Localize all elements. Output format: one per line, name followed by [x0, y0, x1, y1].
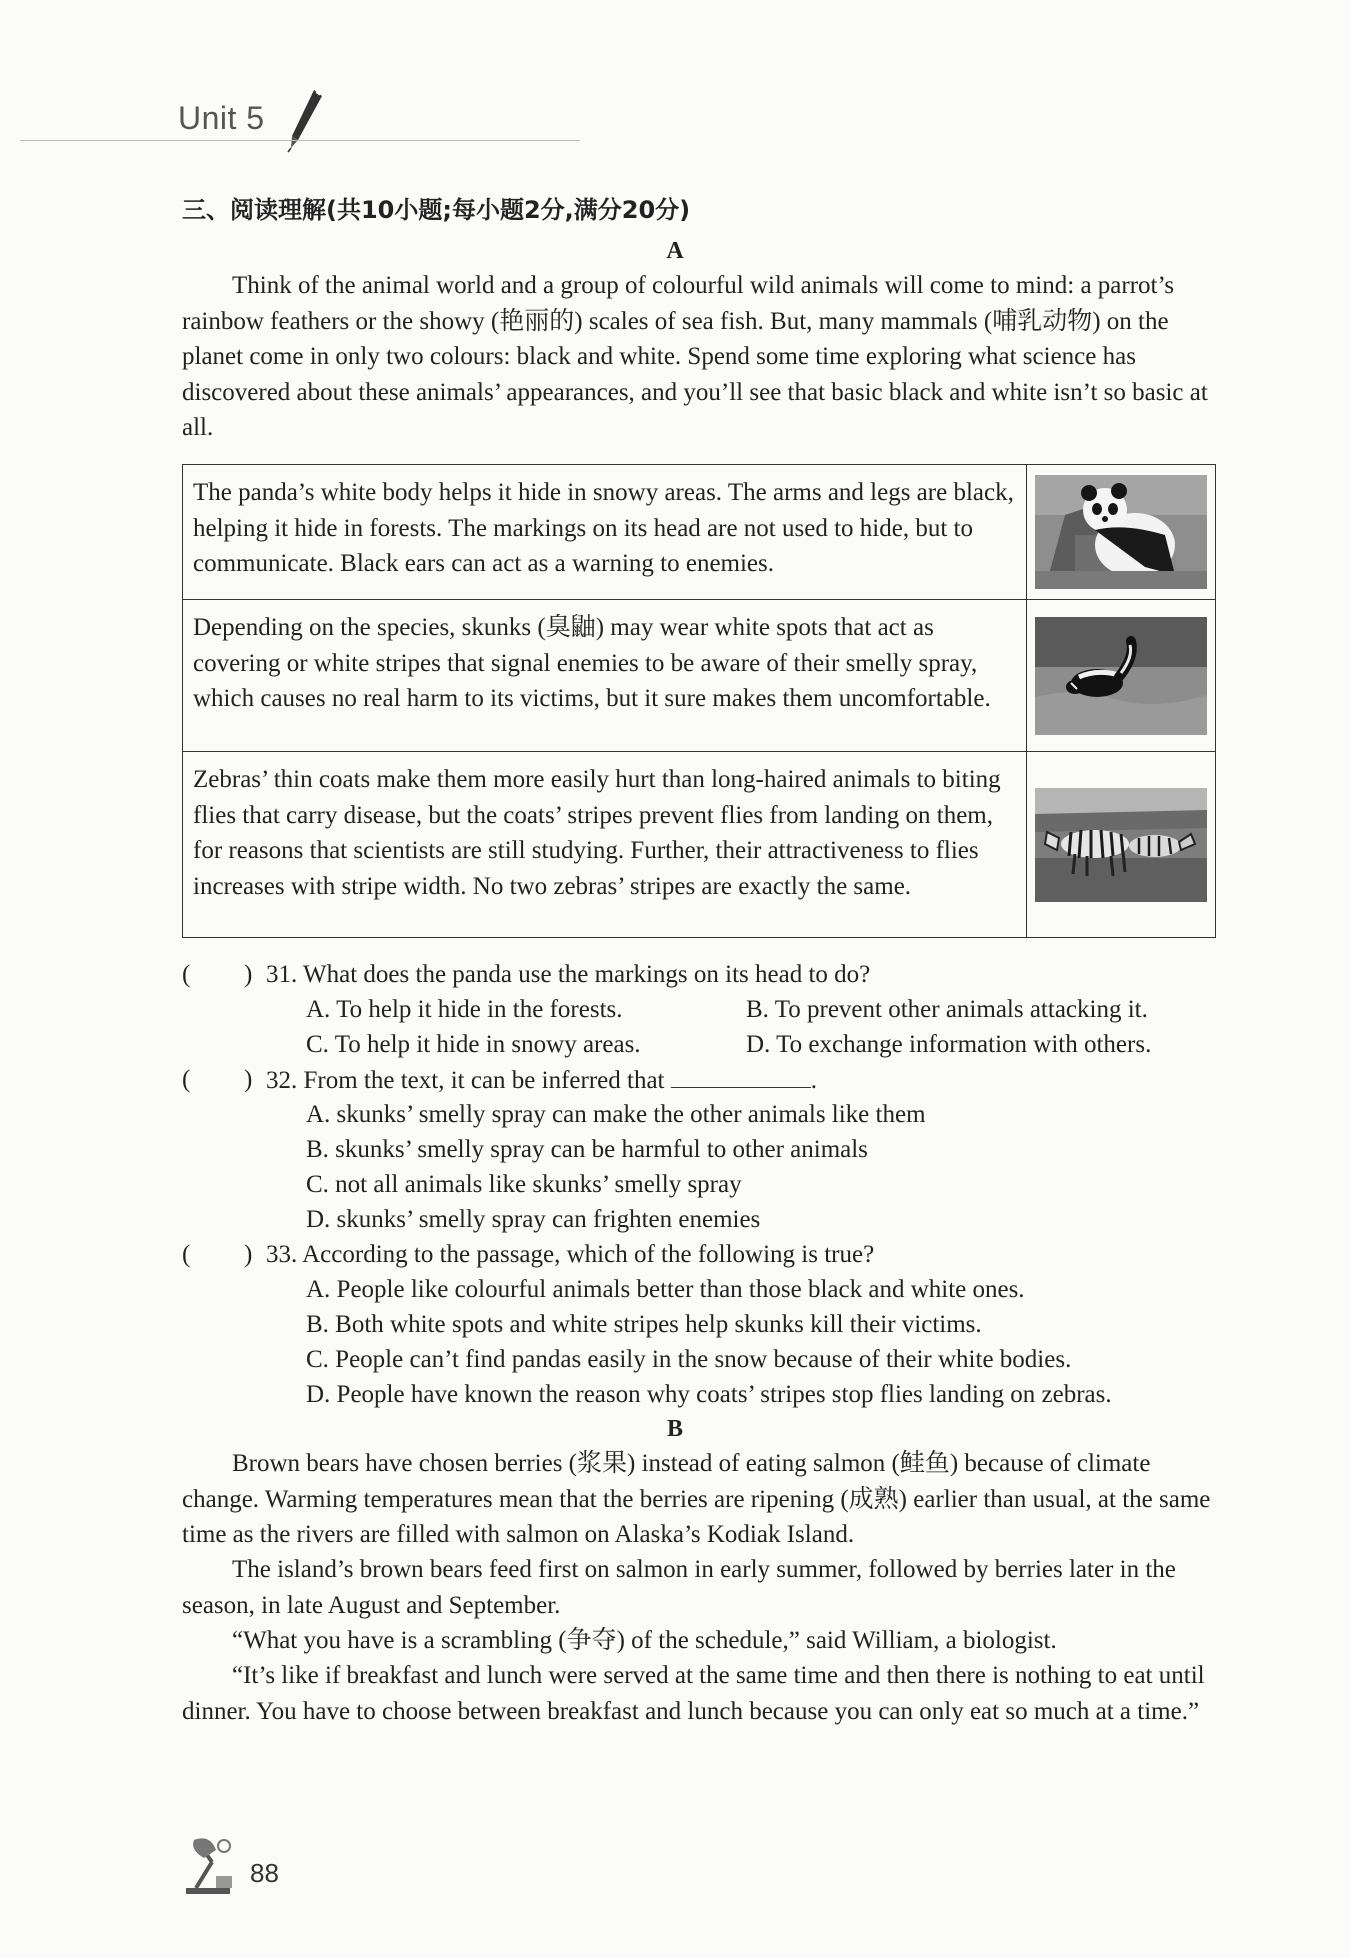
question-stem: 33. According to the passage, which of the following is true? — [266, 1241, 875, 1268]
zebra-text: Zebras’ thin coats make them more easily hurt than long-haired animals to biting flies that carry disease, but the coats’ stripes prevent flies from landing on them, for reasons that scientists are still studying. Further, their attractiveness to flies increases with stripe width. No two zebras’ stripes are exactly the same. — [183, 752, 1027, 937]
panda-text: The panda’s white body helps it hide in snowy areas. The arms and legs are black, helping it hide in forests. The markings on its head are not used to hide, but to communicate. Black ears can act as a warning to enemies. — [183, 465, 1027, 599]
question-33 — [182, 1237, 1222, 1272]
unit-title: Unit 5 — [178, 100, 265, 136]
question-stem — [266, 1062, 817, 1098]
answer-blank — [671, 1062, 811, 1088]
answer-bracket-close: ) — [244, 1066, 253, 1093]
q33-option-c: C. People can’t find pandas easily in the snow because of their white bodies. — [306, 1346, 1072, 1373]
skunk-photo — [1035, 617, 1207, 735]
q32-option-b: B. skunks’ smelly spray can be harmful to other animals — [306, 1136, 868, 1163]
panda-photo — [1035, 475, 1207, 589]
q33-option-a: A. People like colourful animals better than those black and white ones. — [306, 1276, 1025, 1303]
answer-bracket-open: ( — [182, 1066, 191, 1093]
question-stem-text: 32. From the text, it can be inferred that — [266, 1067, 665, 1094]
answer-bracket-open: ( — [182, 1241, 191, 1268]
skunk-photo-cell — [1027, 600, 1215, 751]
passage-b-letter: B — [666, 1416, 683, 1442]
zebra-photo-cell — [1027, 752, 1215, 937]
animal-info-table — [182, 464, 1216, 938]
question-stem-end: . — [810, 1067, 817, 1094]
skunk-text: Depending on the species, skunks (臭鼬) may wear white spots that act as covering or white stripes that signal enemies to be aware of their smelly spray, which causes no real harm to its victims, but it sure makes them uncomfortable. — [183, 600, 1027, 751]
question-32 — [182, 1062, 1222, 1097]
table-row-panda — [183, 465, 1215, 599]
passage-b-paragraph-1: Brown bears have chosen berries (浆果) instead of eating salmon (鲑鱼) because of climate change. Warming temperatures mean that the berries are ripening (成熟) earlier than usual, at the same time as the rivers are filled with salmon on Alaska’s Kodiak Island. — [182, 1450, 1211, 1548]
question-stem: 31. What does the panda use the markings on its head to do? — [266, 961, 871, 988]
passage-b-paragraph-4: “It’s like if breakfast and lunch were served at the same time and then there is nothing to eat until dinner. You have to choose between breakfast and lunch because you can only eat so much at a time.” — [182, 1662, 1205, 1725]
page-number: 88 — [250, 1858, 279, 1888]
q33-option-d: D. People have known the reason why coats’ stripes stop flies landing on zebras. — [306, 1381, 1112, 1408]
zebra-photo — [1035, 788, 1207, 902]
section-heading: 三、阅读理解(共10小题;每小题2分,满分20分) — [182, 196, 691, 224]
q31-option-c: C. To help it hide in snowy areas. — [306, 1031, 641, 1058]
passage-b-paragraph-3: “What you have is a scrambling (争夺) of the schedule,” said William, a biologist. — [232, 1627, 1057, 1654]
answer-bracket-open: ( — [182, 961, 191, 988]
pen-icon — [284, 88, 326, 154]
page-header — [178, 88, 1278, 148]
panda-photo-cell — [1027, 465, 1215, 599]
q32-option-a: A. skunks’ smelly spray can make the other animals like them — [306, 1101, 926, 1128]
lamp-icon — [182, 1836, 242, 1896]
q31-option-b: B. To prevent other animals attacking it. — [746, 996, 1148, 1023]
q32-option-d: D. skunks’ smelly spray can frighten enemies — [306, 1206, 761, 1233]
passage-b-paragraph-2: The island’s brown bears feed first on salmon in early summer, followed by berries later in the season, in late August and September. — [182, 1556, 1176, 1619]
answer-bracket-close: ) — [244, 1241, 253, 1268]
answer-bracket-close: ) — [244, 961, 253, 988]
passage-a-letter: A — [666, 238, 684, 264]
q33-option-b: B. Both white spots and white stripes help skunks kill their victims. — [306, 1311, 982, 1338]
q32-option-c: C. not all animals like skunks’ smelly spray — [306, 1171, 742, 1198]
header-rule — [20, 140, 580, 141]
question-31 — [182, 957, 1222, 992]
q31-option-a: A. To help it hide in the forests. — [306, 996, 623, 1023]
table-row-skunk — [183, 599, 1215, 751]
passage-a-intro: Think of the animal world and a group of colourful wild animals will come to mind: a parrot’s rainbow feathers or the showy (艳丽的) scales of sea fish. But, many mammals (哺乳动物) on the planet come in only two colours: black and white. Spend some time exploring what science has discovered about these animals’ appearances, and you’ll see that basic black and white isn’t so basic at all. — [182, 272, 1208, 441]
table-row-zebra — [183, 751, 1215, 937]
q31-option-d: D. To exchange information with others. — [746, 1031, 1152, 1058]
